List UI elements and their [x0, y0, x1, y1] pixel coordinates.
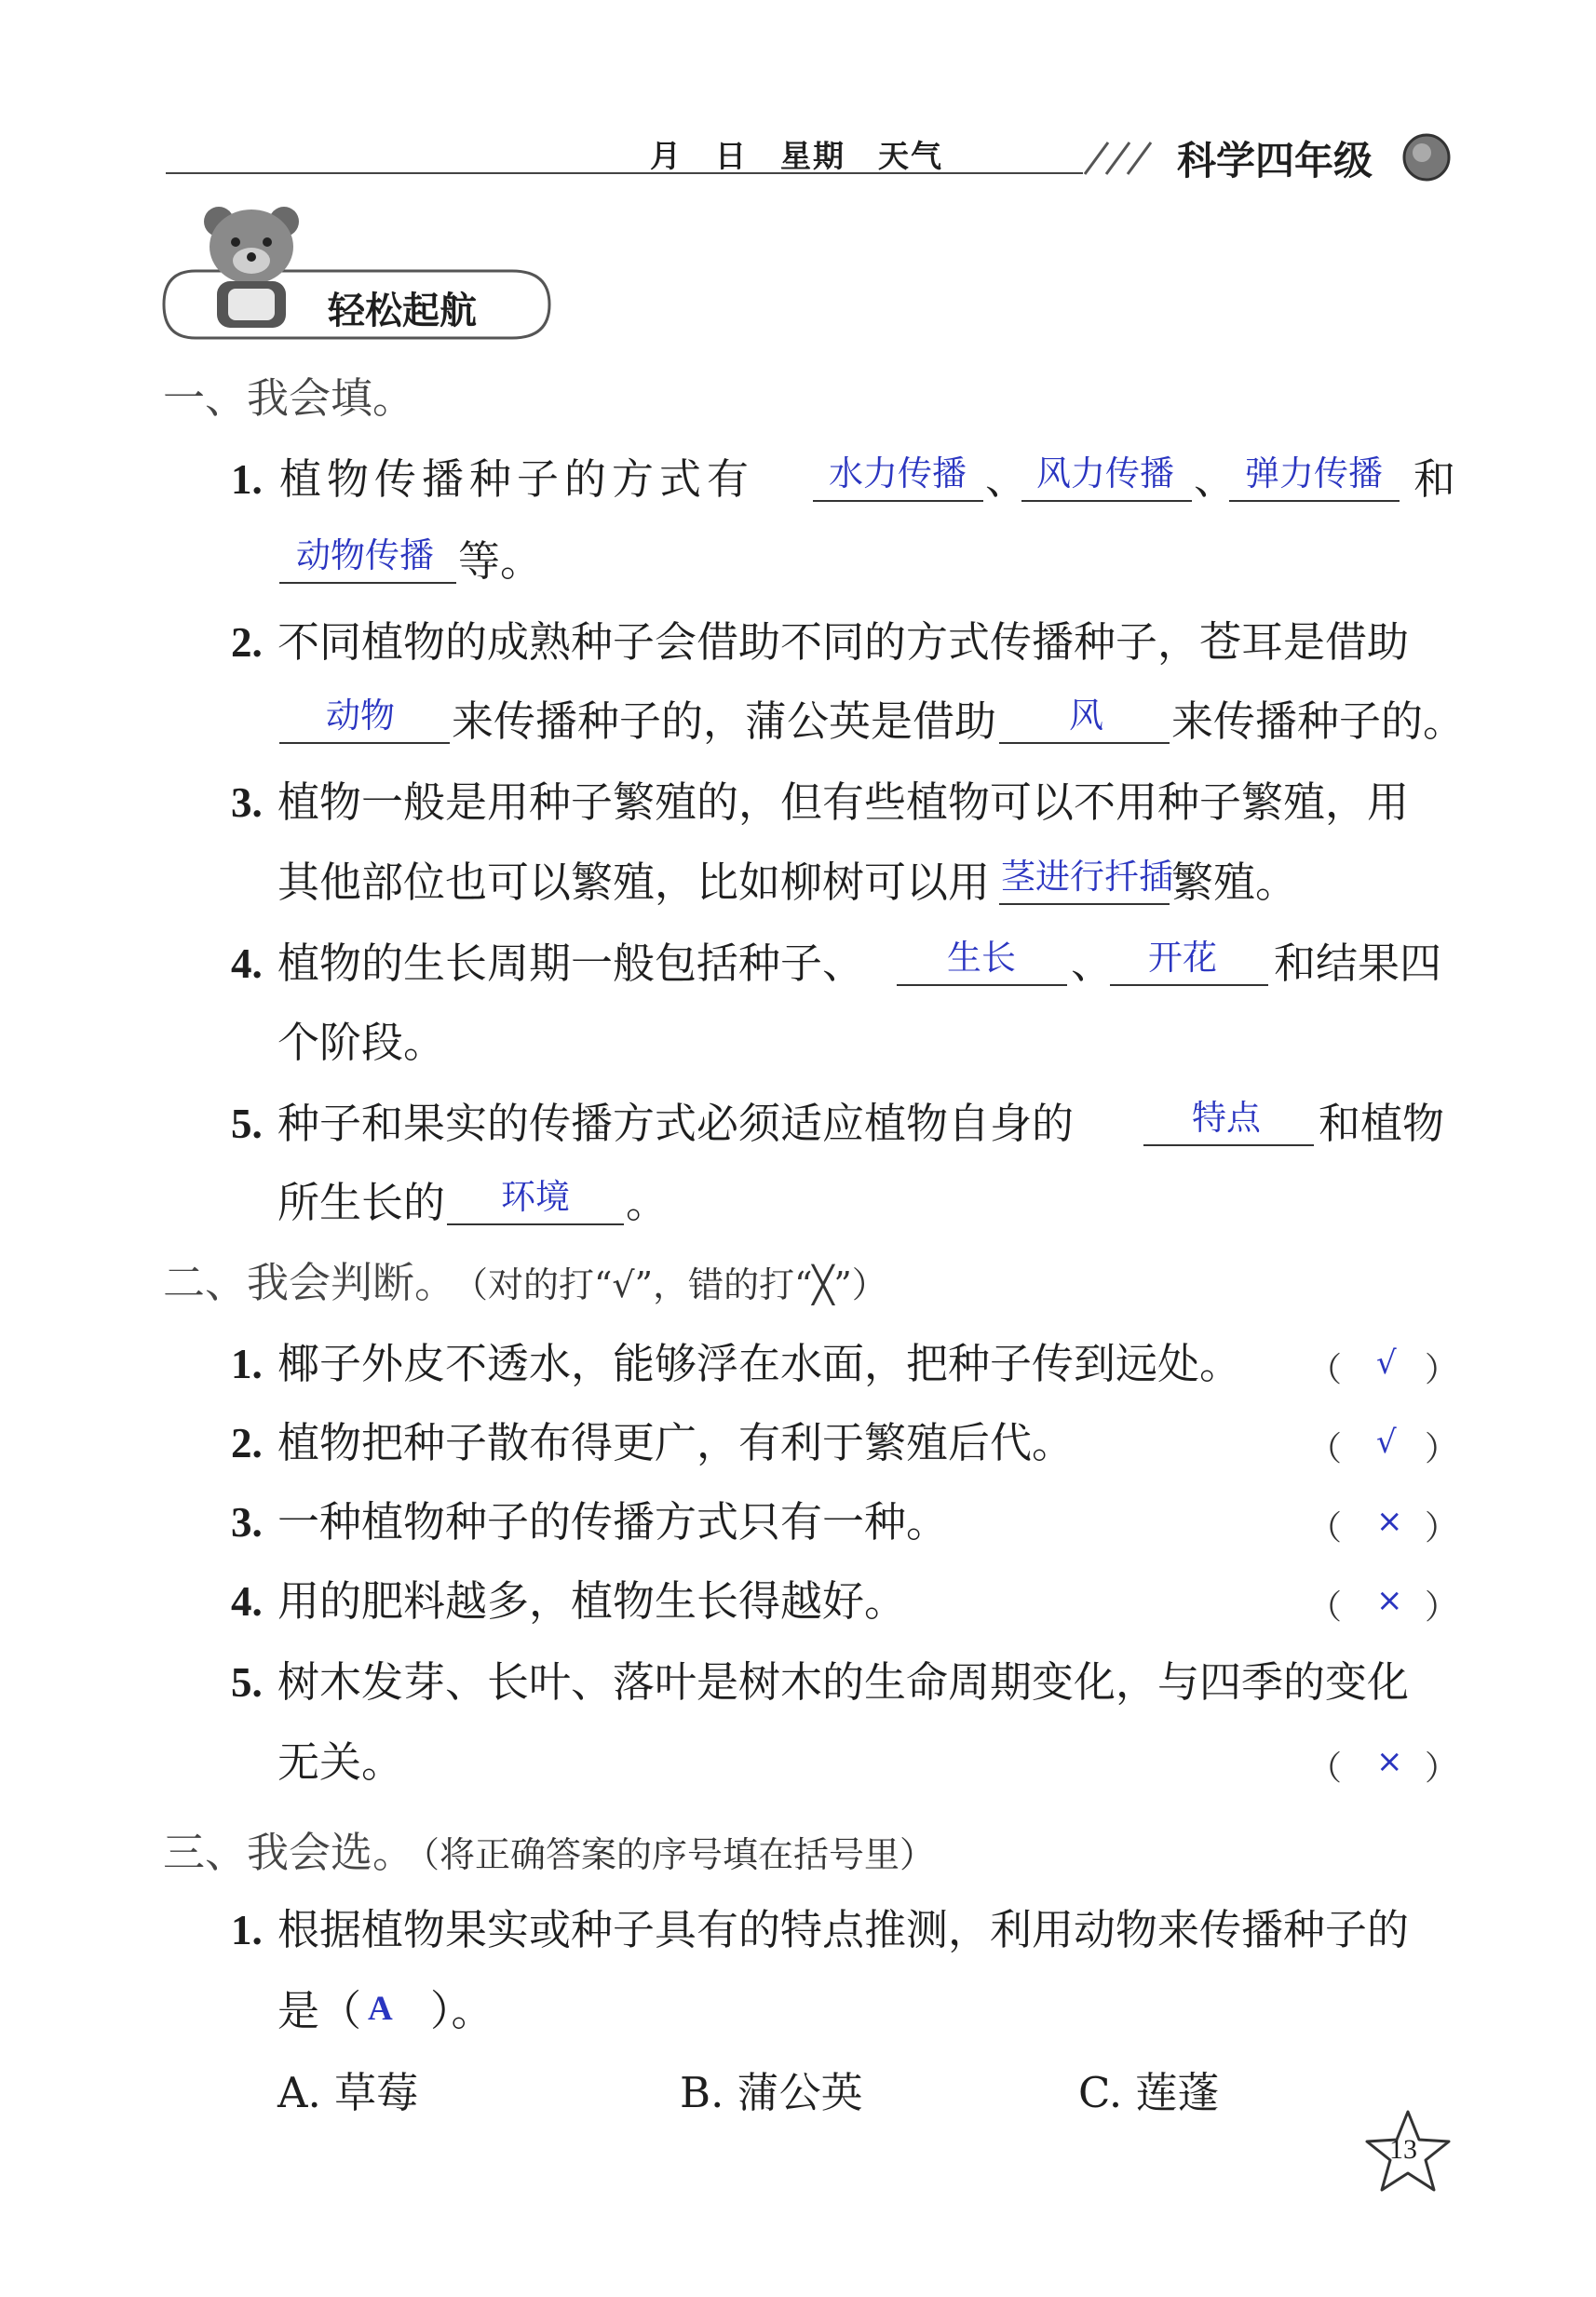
page-number: 13: [1389, 2134, 1417, 2165]
q1-blank-1[interactable]: [813, 500, 983, 502]
option-b[interactable]: B. 蒲公英: [680, 2068, 863, 2117]
q1-answer-3: 弹力传播: [1245, 453, 1383, 493]
judgement-paren-open: （: [1308, 1430, 1343, 1468]
q4-text-a: 植物的生长周期一般包括种子、: [277, 939, 865, 988]
judgement-number: 2.: [231, 1420, 263, 1466]
q5-text-d: 。: [626, 1178, 669, 1227]
q2-line1: 不同植物的成熟种子会借助不同的方式传播种子，苍耳是借助: [277, 617, 1410, 667]
s3q1-number: 1.: [231, 1907, 263, 1953]
q1-blank-4[interactable]: [279, 582, 456, 584]
header-subject: 科学四年级: [1177, 138, 1373, 183]
judgement-text: 一种植物种子的传播方式只有一种。: [277, 1497, 949, 1547]
q3-text-b: 繁殖。: [1171, 858, 1298, 907]
s3q1-line2-b: ）。: [430, 1986, 494, 2035]
q5-number: 5.: [231, 1101, 263, 1147]
header-rule: [166, 172, 1083, 174]
q1-answer-2: 风力传播: [1036, 453, 1174, 493]
q4-number: 4.: [231, 940, 263, 987]
banner-title: 轻松起航: [328, 290, 477, 332]
q4-answer-2: 开花: [1148, 938, 1217, 978]
section1-heading: 一、我会填。: [163, 373, 415, 423]
judgement-number: 1.: [231, 1341, 263, 1387]
judgement-paren-open: （: [1308, 1509, 1343, 1547]
judgement-paren-close: ）: [1425, 1509, 1459, 1547]
q4-text-b: 和结果四: [1274, 939, 1442, 988]
judgement-mark[interactable]: ×: [1376, 1743, 1403, 1780]
q5-blank-1[interactable]: [1143, 1144, 1314, 1146]
q2-text-a: 来传播种子的，蒲公英是借助: [452, 696, 997, 746]
q2-blank-1[interactable]: [279, 742, 450, 744]
s3q1-line2-a: 是（: [277, 1986, 362, 2035]
judgement-text: 树木发芽、长叶、落叶是树木的生命周期变化，与四季的变化: [277, 1657, 1410, 1707]
q4-blank-2[interactable]: [1110, 984, 1268, 986]
q1-sep-1: 、: [985, 454, 1028, 504]
q4-line2: 个阶段。: [277, 1018, 446, 1067]
q2-text-b: 来传播种子的。: [1171, 696, 1466, 746]
judgement-paren-open: （: [1308, 1750, 1343, 1788]
judgement-paren-open: （: [1308, 1351, 1343, 1389]
q4-blank-1[interactable]: [897, 984, 1067, 986]
q5-answer-2: 环境: [501, 1177, 570, 1217]
judgement-number: 5.: [231, 1659, 263, 1706]
q3-answer: 茎进行扦插: [1001, 857, 1173, 897]
judgement-mark[interactable]: ×: [1376, 1503, 1403, 1540]
q1-answer-1: 水力传播: [829, 453, 967, 493]
judgement-paren-close: ）: [1425, 1588, 1459, 1627]
q1-sep-2: 、: [1194, 454, 1237, 504]
q1-text-b: 和: [1413, 454, 1456, 504]
q3-text-a: 其他部位也可以繁殖，比如柳树可以用: [277, 858, 991, 907]
q4-answer-1: 生长: [947, 938, 1016, 978]
section3-note: （将正确答案的序号填在括号里）: [404, 1834, 936, 1875]
q1-blank-2[interactable]: [1021, 500, 1192, 502]
judgement-mark[interactable]: √: [1376, 1344, 1397, 1382]
judgement-number: 4.: [231, 1578, 263, 1625]
judgement-mark[interactable]: √: [1376, 1424, 1397, 1461]
judgement-number: 3.: [231, 1499, 263, 1546]
s3q1-line1: 根据植物果实或种子具有的特点推测，利用动物来传播种子的: [277, 1905, 1410, 1954]
q1-text-c: 等。: [458, 536, 543, 586]
judgement-paren-close: ）: [1425, 1430, 1459, 1468]
q3-blank[interactable]: [999, 903, 1170, 905]
section2-note: （对的打“√”，错的打“╳”）: [453, 1264, 887, 1305]
q1-number: 1.: [231, 456, 263, 503]
q1-answer-4: 动物传播: [296, 535, 434, 575]
q1-blank-3[interactable]: [1229, 500, 1400, 502]
q5-text-b: 和植物: [1319, 1099, 1445, 1148]
judgement-paren-close: ）: [1425, 1750, 1459, 1788]
q5-answer-1: 特点: [1192, 1098, 1261, 1138]
q2-number: 2.: [231, 619, 263, 666]
header-dot-icon: [1400, 131, 1453, 183]
section3-heading: 三、我会选。: [163, 1828, 415, 1877]
judgement-paren-close: ）: [1425, 1351, 1459, 1389]
option-a[interactable]: A. 草莓: [277, 2068, 419, 2117]
q5-text-a: 种子和果实的传播方式必须适应植物自身的: [277, 1099, 1075, 1148]
judgement-text: 植物把种子散布得更广，有利于繁殖后代。: [277, 1418, 1075, 1467]
judgement-mark[interactable]: ×: [1376, 1582, 1403, 1619]
judgement-paren-open: （: [1308, 1588, 1343, 1627]
q3-line1: 植物一般是用种子繁殖的，但有些植物可以不用种子繁殖，用: [277, 777, 1410, 827]
q2-answer-2: 风: [1069, 696, 1103, 736]
q5-blank-2[interactable]: [447, 1223, 624, 1225]
header-date-fields: 月 日 星期 天气: [650, 138, 943, 174]
q5-text-c: 所生长的: [277, 1178, 446, 1227]
header-slash-icon: [1080, 135, 1164, 182]
judgement-text: 用的肥料越多，植物生长得越好。: [277, 1576, 907, 1626]
s3q1-answer: A: [368, 1990, 393, 2028]
judgement-text-line2: 无关。: [277, 1737, 404, 1787]
q3-number: 3.: [231, 779, 263, 826]
judgement-text: 椰子外皮不透水，能够浮在水面，把种子传到远处。: [277, 1339, 1242, 1388]
q2-answer-1: 动物: [326, 696, 395, 736]
section2-heading: 二、我会判断。: [163, 1258, 457, 1307]
q2-blank-2[interactable]: [999, 742, 1170, 744]
q1-text-a: 植物传播种子的方式有: [279, 454, 755, 504]
option-c[interactable]: C. 莲蓬: [1078, 2068, 1220, 2117]
q4-sep: 、: [1071, 939, 1114, 988]
bear-mascot-icon: [191, 196, 312, 335]
